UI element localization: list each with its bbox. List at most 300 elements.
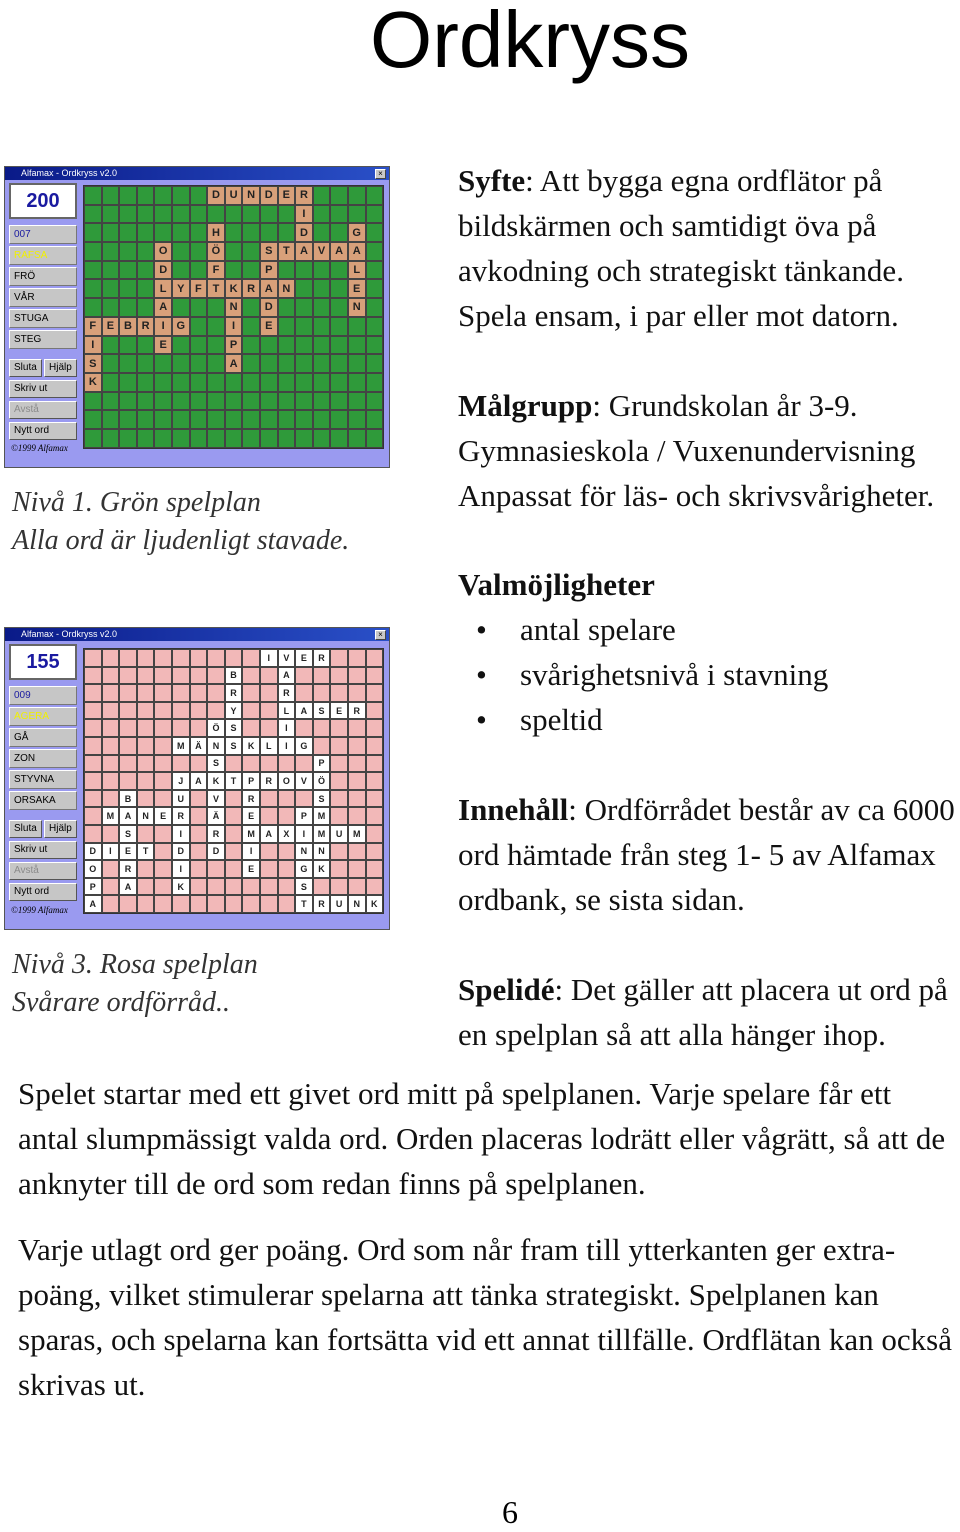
board-cell[interactable]	[330, 755, 348, 773]
board-cell[interactable]	[84, 807, 102, 825]
letter-tile[interactable]: K	[242, 737, 260, 755]
board-cell[interactable]	[260, 354, 278, 373]
word-item[interactable]: VÅR	[9, 288, 77, 307]
board-cell[interactable]	[190, 895, 208, 913]
board-cell[interactable]	[102, 223, 120, 242]
board-cell[interactable]	[137, 878, 155, 896]
board-cell[interactable]	[225, 429, 243, 448]
board-cell[interactable]	[313, 737, 331, 755]
board-cell[interactable]	[260, 205, 278, 224]
board-cell[interactable]	[260, 895, 278, 913]
letter-tile[interactable]: P	[260, 261, 278, 280]
board-cell[interactable]	[172, 702, 190, 720]
board-cell[interactable]	[278, 843, 296, 861]
board-cell[interactable]	[172, 392, 190, 411]
board-cell[interactable]	[207, 878, 225, 896]
board-cell[interactable]	[313, 261, 331, 280]
print-button[interactable]: Skriv ut	[9, 841, 77, 859]
board-cell[interactable]	[295, 261, 313, 280]
board-cell[interactable]	[260, 429, 278, 448]
letter-tile[interactable]: E	[242, 860, 260, 878]
letter-tile[interactable]: Ö	[207, 242, 225, 261]
board-cell[interactable]	[330, 354, 348, 373]
letter-tile[interactable]: S	[313, 702, 331, 720]
board-cell[interactable]	[84, 702, 102, 720]
letter-tile[interactable]: S	[260, 242, 278, 261]
board-cell[interactable]	[278, 354, 296, 373]
board-cell[interactable]	[278, 429, 296, 448]
board-cell[interactable]	[348, 843, 366, 861]
board-cell[interactable]	[154, 790, 172, 808]
board-cell[interactable]	[190, 860, 208, 878]
board-cell[interactable]	[348, 649, 366, 667]
word-item[interactable]: STYVNA	[9, 770, 77, 789]
board-cell[interactable]	[366, 755, 384, 773]
letter-tile[interactable]: E	[119, 843, 137, 861]
board-cell[interactable]	[119, 298, 137, 317]
board-cell[interactable]	[172, 223, 190, 242]
board-cell[interactable]	[348, 878, 366, 896]
board-cell[interactable]	[242, 702, 260, 720]
board-cell[interactable]	[313, 392, 331, 411]
board-cell[interactable]	[102, 186, 120, 205]
letter-tile[interactable]: O	[154, 242, 172, 261]
board-cell[interactable]	[154, 392, 172, 411]
letter-tile[interactable]: V	[295, 772, 313, 790]
board-cell[interactable]	[190, 336, 208, 355]
board-cell[interactable]	[330, 649, 348, 667]
board-cell[interactable]	[207, 684, 225, 702]
board-cell[interactable]	[330, 843, 348, 861]
letter-tile[interactable]: O	[84, 860, 102, 878]
board-cell[interactable]	[313, 878, 331, 896]
board-cell[interactable]	[190, 667, 208, 685]
letter-tile[interactable]: I	[225, 317, 243, 336]
board-cell[interactable]	[154, 737, 172, 755]
board-cell[interactable]	[207, 298, 225, 317]
board-cell[interactable]	[84, 684, 102, 702]
board-cell[interactable]	[313, 719, 331, 737]
board-cell[interactable]	[119, 649, 137, 667]
board-cell[interactable]	[172, 410, 190, 429]
letter-tile[interactable]: V	[207, 790, 225, 808]
letter-tile[interactable]: A	[278, 667, 296, 685]
board-cell[interactable]	[330, 684, 348, 702]
board-cell[interactable]	[119, 772, 137, 790]
letter-tile[interactable]: S	[119, 825, 137, 843]
board-cell[interactable]	[242, 755, 260, 773]
board-cell[interactable]	[84, 667, 102, 685]
board-cell[interactable]	[84, 205, 102, 224]
board-cell[interactable]	[172, 354, 190, 373]
board-cell[interactable]	[313, 317, 331, 336]
board-cell[interactable]	[242, 242, 260, 261]
letter-tile[interactable]: I	[102, 843, 120, 861]
board-cell[interactable]	[84, 410, 102, 429]
board-cell[interactable]	[278, 878, 296, 896]
letter-tile[interactable]: U	[330, 825, 348, 843]
board-cell[interactable]	[154, 878, 172, 896]
letter-tile[interactable]: A	[154, 298, 172, 317]
board-cell[interactable]	[137, 242, 155, 261]
board-cell[interactable]	[207, 205, 225, 224]
new-word-button[interactable]: Nytt ord	[9, 883, 77, 901]
board-cell[interactable]	[119, 429, 137, 448]
board-cell[interactable]	[366, 429, 384, 448]
board-cell[interactable]	[190, 755, 208, 773]
board-cell[interactable]	[137, 719, 155, 737]
board-cell[interactable]	[154, 354, 172, 373]
board-cell[interactable]	[366, 317, 384, 336]
board-cell[interactable]	[366, 684, 384, 702]
letter-tile[interactable]: D	[172, 843, 190, 861]
board-cell[interactable]	[102, 392, 120, 411]
board-cell[interactable]	[348, 429, 366, 448]
board-cell[interactable]	[137, 702, 155, 720]
board-cell[interactable]	[366, 649, 384, 667]
letter-tile[interactable]: M	[172, 737, 190, 755]
board-cell[interactable]	[242, 719, 260, 737]
board-cell[interactable]	[207, 336, 225, 355]
board-cell[interactable]	[154, 755, 172, 773]
board-cell[interactable]	[102, 410, 120, 429]
letter-tile[interactable]: S	[313, 790, 331, 808]
board-cell[interactable]	[330, 719, 348, 737]
letter-tile[interactable]: R	[172, 807, 190, 825]
board-cell[interactable]	[366, 354, 384, 373]
letter-tile[interactable]: I	[84, 336, 102, 355]
board-cell[interactable]	[225, 223, 243, 242]
board-cell[interactable]	[137, 790, 155, 808]
board-cell[interactable]	[295, 298, 313, 317]
letter-tile[interactable]: E	[330, 702, 348, 720]
word-item[interactable]: ZON	[9, 749, 77, 768]
board-cell[interactable]	[295, 755, 313, 773]
letter-tile[interactable]: T	[278, 242, 296, 261]
board-cell[interactable]	[102, 354, 120, 373]
board-cell[interactable]	[242, 878, 260, 896]
letter-tile[interactable]: Ö	[207, 719, 225, 737]
board-cell[interactable]	[330, 317, 348, 336]
board-cell[interactable]	[119, 737, 137, 755]
board-cell[interactable]	[119, 373, 137, 392]
board-cell[interactable]	[137, 772, 155, 790]
board-cell[interactable]	[330, 223, 348, 242]
board-cell[interactable]	[172, 261, 190, 280]
letter-tile[interactable]: B	[119, 790, 137, 808]
board-cell[interactable]	[242, 205, 260, 224]
letter-tile[interactable]: A	[295, 702, 313, 720]
board-cell[interactable]	[102, 878, 120, 896]
board-cell[interactable]	[190, 825, 208, 843]
board-cell[interactable]	[119, 186, 137, 205]
letter-tile[interactable]: I	[295, 825, 313, 843]
board-cell[interactable]	[366, 223, 384, 242]
letter-tile[interactable]: S	[84, 354, 102, 373]
board-cell[interactable]	[137, 667, 155, 685]
board-cell[interactable]	[102, 684, 120, 702]
letter-tile[interactable]: R	[225, 684, 243, 702]
letter-tile[interactable]: E	[348, 279, 366, 298]
board-cell[interactable]	[207, 373, 225, 392]
board-cell[interactable]	[84, 223, 102, 242]
board-cell[interactable]	[348, 684, 366, 702]
board-cell[interactable]	[154, 223, 172, 242]
board-cell[interactable]	[119, 755, 137, 773]
board-cell[interactable]	[190, 684, 208, 702]
board-cell[interactable]	[102, 205, 120, 224]
game-board[interactable]	[83, 185, 384, 449]
board-cell[interactable]	[102, 772, 120, 790]
board-cell[interactable]	[137, 860, 155, 878]
board-cell[interactable]	[366, 719, 384, 737]
letter-tile[interactable]: S	[225, 719, 243, 737]
word-item[interactable]: GÅ	[9, 728, 77, 747]
letter-tile[interactable]: R	[242, 279, 260, 298]
letter-tile[interactable]: E	[102, 317, 120, 336]
board-cell[interactable]	[137, 279, 155, 298]
board-cell[interactable]	[119, 702, 137, 720]
board-cell[interactable]	[207, 860, 225, 878]
letter-tile[interactable]: A	[295, 242, 313, 261]
pass-button[interactable]: Avstå	[9, 401, 77, 419]
board-cell[interactable]	[225, 242, 243, 261]
pass-button[interactable]: Avstå	[9, 862, 77, 880]
board-cell[interactable]	[84, 429, 102, 448]
board-cell[interactable]	[207, 895, 225, 913]
letter-tile[interactable]: L	[278, 702, 296, 720]
board-cell[interactable]	[154, 825, 172, 843]
letter-tile[interactable]: V	[313, 242, 331, 261]
board-cell[interactable]	[137, 684, 155, 702]
board-cell[interactable]	[172, 649, 190, 667]
board-cell[interactable]	[366, 279, 384, 298]
board-cell[interactable]	[102, 719, 120, 737]
game-board[interactable]	[83, 648, 384, 914]
board-cell[interactable]	[348, 354, 366, 373]
board-cell[interactable]	[366, 843, 384, 861]
board-cell[interactable]	[366, 373, 384, 392]
board-cell[interactable]	[154, 684, 172, 702]
board-cell[interactable]	[137, 373, 155, 392]
board-cell[interactable]	[278, 205, 296, 224]
board-cell[interactable]	[190, 354, 208, 373]
board-cell[interactable]	[260, 410, 278, 429]
letter-tile[interactable]: G	[295, 737, 313, 755]
board-cell[interactable]	[172, 336, 190, 355]
board-cell[interactable]	[84, 649, 102, 667]
board-cell[interactable]	[278, 860, 296, 878]
letter-tile[interactable]: S	[225, 737, 243, 755]
board-cell[interactable]	[348, 755, 366, 773]
board-cell[interactable]	[348, 205, 366, 224]
board-cell[interactable]	[260, 336, 278, 355]
board-cell[interactable]	[242, 298, 260, 317]
board-cell[interactable]	[225, 649, 243, 667]
letter-tile[interactable]: Y	[225, 702, 243, 720]
board-cell[interactable]	[242, 429, 260, 448]
board-cell[interactable]	[190, 843, 208, 861]
letter-tile[interactable]: G	[172, 317, 190, 336]
board-cell[interactable]	[260, 373, 278, 392]
letter-tile[interactable]: U	[330, 895, 348, 913]
board-cell[interactable]	[190, 719, 208, 737]
board-cell[interactable]	[172, 205, 190, 224]
board-cell[interactable]	[225, 860, 243, 878]
board-cell[interactable]	[137, 825, 155, 843]
board-cell[interactable]	[278, 410, 296, 429]
letter-tile[interactable]: T	[225, 772, 243, 790]
word-item[interactable]: STEG	[9, 330, 77, 349]
board-cell[interactable]	[225, 790, 243, 808]
letter-tile[interactable]: N	[207, 737, 225, 755]
board-cell[interactable]	[278, 807, 296, 825]
letter-tile[interactable]: T	[295, 895, 313, 913]
letter-tile[interactable]: I	[295, 205, 313, 224]
board-cell[interactable]	[207, 649, 225, 667]
board-cell[interactable]	[330, 205, 348, 224]
board-cell[interactable]	[154, 895, 172, 913]
board-cell[interactable]	[366, 261, 384, 280]
board-cell[interactable]	[190, 878, 208, 896]
board-cell[interactable]	[330, 860, 348, 878]
letter-tile[interactable]: O	[278, 772, 296, 790]
board-cell[interactable]	[84, 790, 102, 808]
letter-tile[interactable]: B	[225, 667, 243, 685]
close-icon[interactable]: ×	[375, 630, 386, 640]
board-cell[interactable]	[137, 895, 155, 913]
board-cell[interactable]	[84, 719, 102, 737]
board-cell[interactable]	[295, 684, 313, 702]
board-cell[interactable]	[348, 772, 366, 790]
board-cell[interactable]	[137, 223, 155, 242]
letter-tile[interactable]: M	[348, 825, 366, 843]
board-cell[interactable]	[137, 336, 155, 355]
board-cell[interactable]	[366, 825, 384, 843]
board-cell[interactable]	[348, 336, 366, 355]
board-cell[interactable]	[366, 737, 384, 755]
board-cell[interactable]	[242, 223, 260, 242]
board-cell[interactable]	[207, 317, 225, 336]
board-cell[interactable]	[119, 410, 137, 429]
letter-tile[interactable]: I	[278, 737, 296, 755]
board-cell[interactable]	[313, 205, 331, 224]
board-cell[interactable]	[190, 298, 208, 317]
letter-tile[interactable]: L	[154, 279, 172, 298]
help-button[interactable]: Hjälp	[44, 359, 77, 377]
board-cell[interactable]	[348, 667, 366, 685]
letter-tile[interactable]: N	[348, 298, 366, 317]
board-cell[interactable]	[366, 772, 384, 790]
letter-tile[interactable]: D	[207, 843, 225, 861]
board-cell[interactable]	[295, 667, 313, 685]
board-cell[interactable]	[278, 895, 296, 913]
word-item[interactable]: AGERA	[9, 707, 77, 726]
letter-tile[interactable]: M	[102, 807, 120, 825]
board-cell[interactable]	[225, 843, 243, 861]
board-cell[interactable]	[366, 186, 384, 205]
board-cell[interactable]	[366, 410, 384, 429]
board-cell[interactable]	[366, 807, 384, 825]
board-cell[interactable]	[330, 298, 348, 317]
board-cell[interactable]	[84, 825, 102, 843]
letter-tile[interactable]: E	[154, 336, 172, 355]
board-cell[interactable]	[119, 223, 137, 242]
board-cell[interactable]	[172, 755, 190, 773]
board-cell[interactable]	[207, 667, 225, 685]
letter-tile[interactable]: Y	[172, 279, 190, 298]
board-cell[interactable]	[278, 261, 296, 280]
board-cell[interactable]	[348, 737, 366, 755]
letter-tile[interactable]: M	[313, 825, 331, 843]
letter-tile[interactable]: Ä	[207, 807, 225, 825]
letter-tile[interactable]: I	[172, 825, 190, 843]
quit-button[interactable]: Sluta	[9, 359, 42, 377]
board-cell[interactable]	[119, 242, 137, 261]
word-item[interactable]: FRÖ	[9, 267, 77, 286]
board-cell[interactable]	[366, 242, 384, 261]
letter-tile[interactable]: N	[313, 843, 331, 861]
letter-tile[interactable]: K	[225, 279, 243, 298]
help-button[interactable]: Hjälp	[44, 820, 77, 838]
board-cell[interactable]	[225, 261, 243, 280]
letter-tile[interactable]: R	[260, 772, 278, 790]
letter-tile[interactable]: E	[260, 317, 278, 336]
letter-tile[interactable]: F	[207, 261, 225, 280]
board-cell[interactable]	[190, 429, 208, 448]
letter-tile[interactable]: Ä	[190, 737, 208, 755]
board-cell[interactable]	[119, 392, 137, 411]
letter-tile[interactable]: N	[348, 895, 366, 913]
board-cell[interactable]	[84, 279, 102, 298]
board-cell[interactable]	[242, 895, 260, 913]
letter-tile[interactable]: N	[225, 298, 243, 317]
letter-tile[interactable]: Ö	[313, 772, 331, 790]
letter-tile[interactable]: N	[278, 279, 296, 298]
board-cell[interactable]	[119, 336, 137, 355]
board-cell[interactable]	[295, 392, 313, 411]
letter-tile[interactable]: A	[260, 825, 278, 843]
letter-tile[interactable]: M	[313, 807, 331, 825]
letter-tile[interactable]: S	[207, 755, 225, 773]
board-cell[interactable]	[190, 702, 208, 720]
board-cell[interactable]	[119, 205, 137, 224]
board-cell[interactable]	[119, 895, 137, 913]
board-cell[interactable]	[242, 667, 260, 685]
board-cell[interactable]	[119, 279, 137, 298]
board-cell[interactable]	[154, 373, 172, 392]
letter-tile[interactable]: K	[84, 373, 102, 392]
letter-tile[interactable]: K	[172, 878, 190, 896]
letter-tile[interactable]: N	[242, 186, 260, 205]
board-cell[interactable]	[137, 755, 155, 773]
board-cell[interactable]	[225, 392, 243, 411]
board-cell[interactable]	[119, 354, 137, 373]
board-cell[interactable]	[102, 649, 120, 667]
quit-button[interactable]: Sluta	[9, 820, 42, 838]
board-cell[interactable]	[278, 790, 296, 808]
board-cell[interactable]	[278, 755, 296, 773]
board-cell[interactable]	[102, 298, 120, 317]
board-cell[interactable]	[137, 737, 155, 755]
board-cell[interactable]	[366, 860, 384, 878]
board-cell[interactable]	[154, 860, 172, 878]
board-cell[interactable]	[330, 807, 348, 825]
board-cell[interactable]	[348, 373, 366, 392]
board-cell[interactable]	[84, 261, 102, 280]
board-cell[interactable]	[313, 186, 331, 205]
board-cell[interactable]	[366, 667, 384, 685]
